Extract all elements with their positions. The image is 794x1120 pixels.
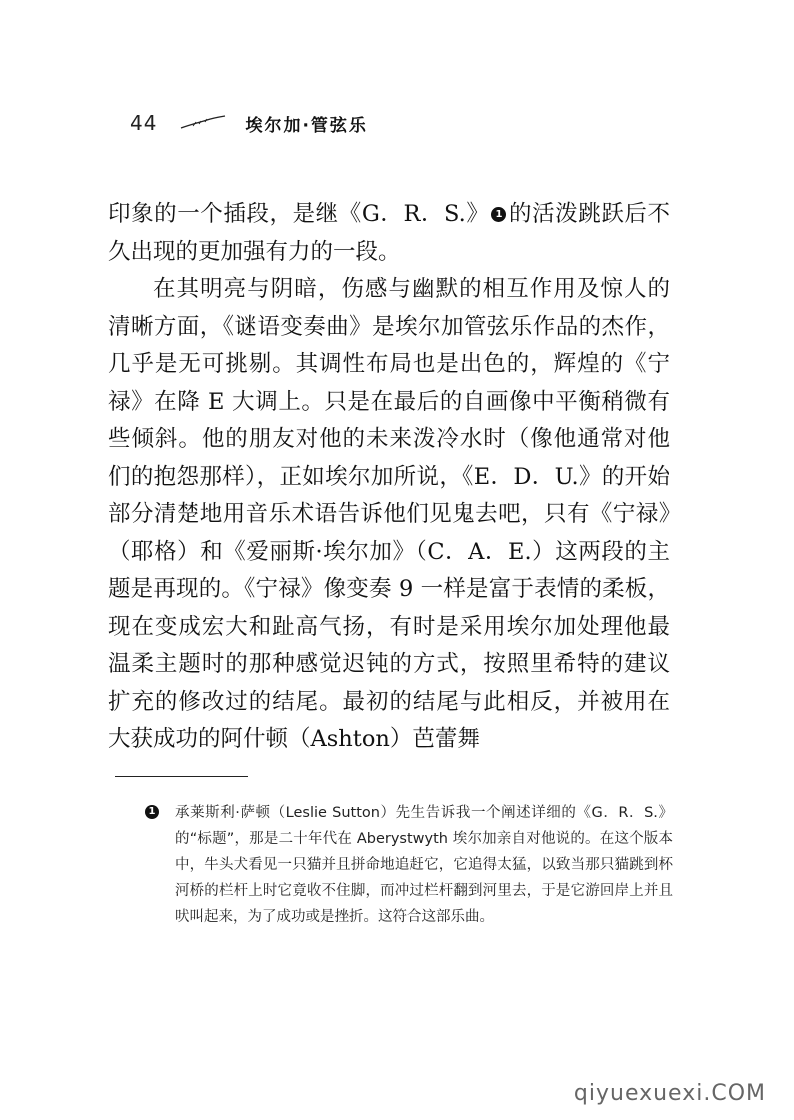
p1-text-before: 印象的一个插段，是继《G．R．S.》 bbox=[108, 201, 490, 227]
running-header bbox=[130, 108, 368, 138]
footnote-separator bbox=[115, 776, 248, 777]
footnote-reference-marker[interactable]: 1 bbox=[491, 207, 506, 222]
footnote-text: 承莱斯利·萨顿（Leslie Sutton）先生告诉我一个阐述详细的《G．R．S.》的“标题”，那是二十年代在 Aberystwyth 埃尔加亲自对他说的。在这个版本中，牛头犬看见一只猫并且拼命地追赶它，它追得太猛，以致当那只猫跳到杯河桥的栏杆上时它竟收不住脚，而冲过栏杆翻到河里去，于是它游回岸上并且吠叫起来，为了成功或是挫折。这符合这部乐曲。 bbox=[175, 805, 673, 925]
paragraph-2: 在其明亮与阴暗，伤感与幽默的相互作用及惊人的清晰方面，《谜语变奏曲》是埃尔加管弦乐作品的杰作，几乎是无可挑剔。其调性布局也是出色的，辉煌的《宁禄》在降 E 大调上。只是在最后的自画像中平衡稍微有些倾斜。他的朋友对他的未来泼冷水时（像他通常对他们的抱怨那样），正如埃尔加所说，《E．D．U.》的开始部分清楚地用音乐术语告诉他们见鬼去吧，只有《宁禄》（耶格）和《爱丽斯·埃尔加》（C．A．E.）这两段的主题是再现的。《宁禄》像变奏 9 一样是富于表情的柔板，现在变成宏大和趾高气扬，有时是采用埃尔加处理他最温柔主题时的那种感觉迟钝的方式，按照里希特的建议扩充的修改过的结尾。最初的结尾与此相反，并被用在大获成功的阿什顿（Ashton）芭蕾舞 bbox=[108, 276, 670, 752]
watermark: qiyuexuexi.COM bbox=[573, 1081, 766, 1106]
footnote bbox=[145, 800, 673, 930]
paragraph-1 bbox=[108, 196, 670, 271]
ornament-flourish-icon bbox=[179, 115, 227, 131]
running-title: 埃尔加·管弦乐 bbox=[245, 115, 368, 136]
footnote-marker: 1 bbox=[145, 805, 159, 819]
body-text bbox=[108, 196, 670, 759]
p1-text-after: 的活泼跳跃后不久出现的更加强有力的一段。 bbox=[108, 201, 670, 265]
page-number: 44 bbox=[130, 111, 158, 135]
